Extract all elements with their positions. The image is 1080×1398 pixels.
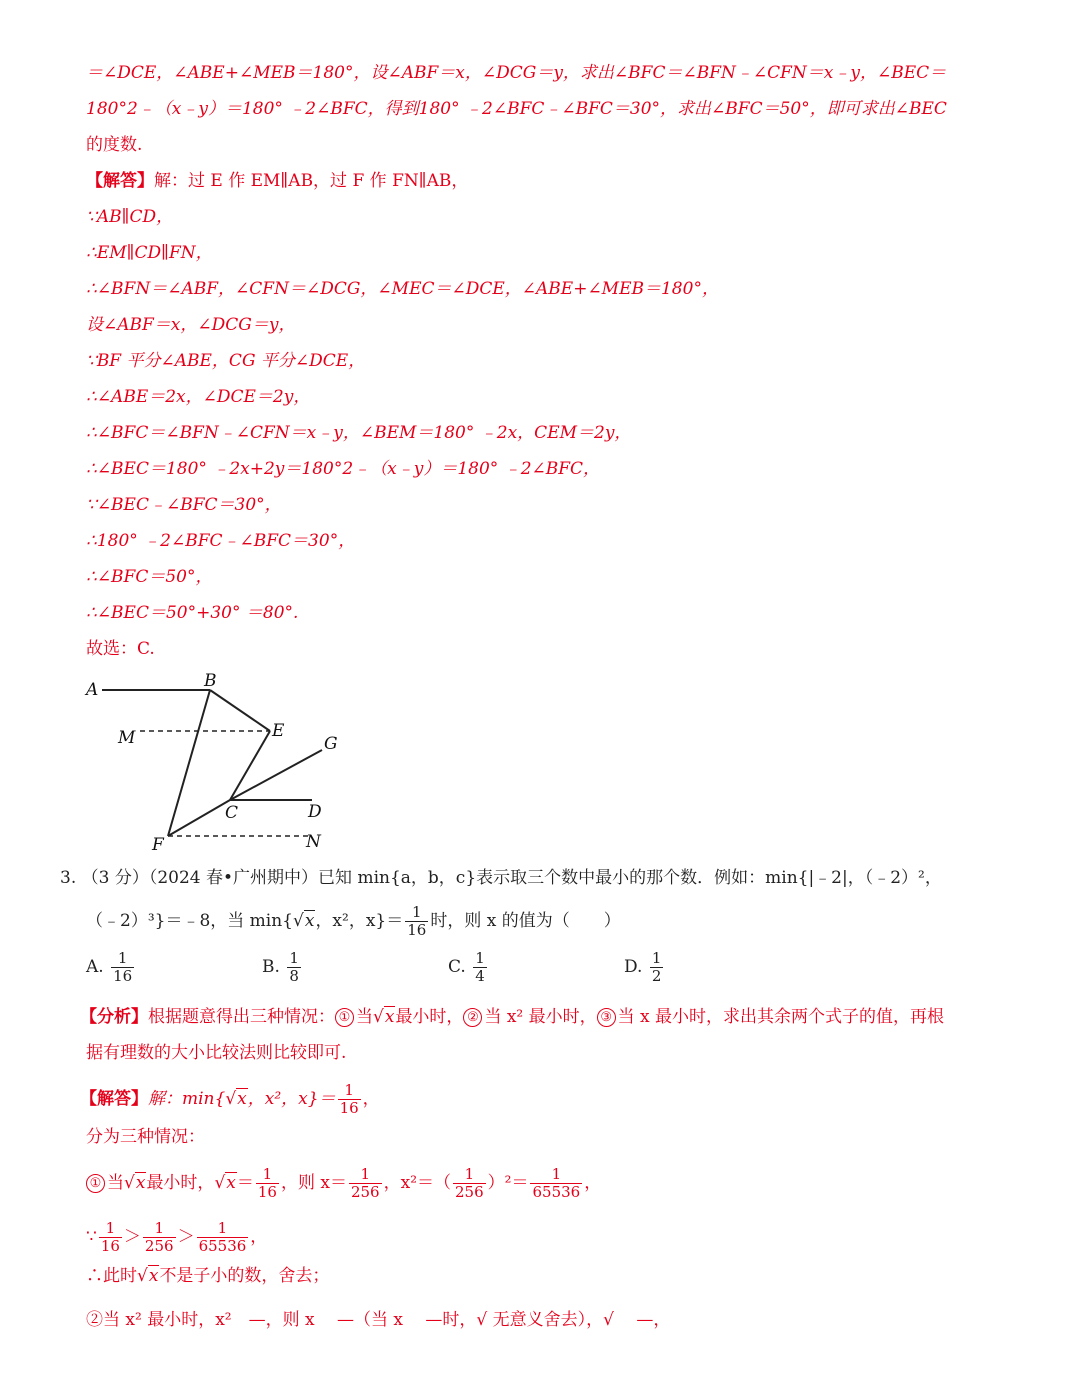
discard-line [86,1264,329,1288]
fraction: $\frac{1}{65536}$ [198,1219,247,1255]
analysis-text: 根据题意得出三种情况： [148,1007,335,1027]
answer-tag: 【解答】 [80,1089,148,1109]
case-text: ，则 x＝ [280,1173,347,1193]
label-e: E [272,721,285,741]
three-cases: 分为三种情况： [86,1127,205,1147]
analysis-text: 当 x² 最小时， [484,1007,597,1027]
analysis-3-line-1 [80,1005,944,1029]
solution-step: ∴∠BFN＝∠ABF，∠CFN＝∠DCG，∠MEC＝∠DCE，∠ABE+∠MEB＝180°， [86,279,719,299]
fraction: $\frac{1}{65536}$ [532,1165,581,1201]
label-d: D [308,802,322,822]
geometry-figure [80,670,360,855]
option-fraction: $\frac{1}{4}$ [475,949,485,985]
case-text: ）²＝ [487,1173,529,1193]
line-be [210,690,270,731]
analysis-text: 当 x 最小时，求出其余两个式子的值，再根 [617,1007,945,1027]
solution-step: ∴∠BEC＝180° ﹣2x+2y＝180°2﹣（x﹣y）＝180° ﹣2∠BFC， [86,459,601,479]
circled-number: ① [335,1008,354,1027]
sqrt-symbol: √ [124,1173,135,1193]
case-2: ②当 x² 最小时，x² —，则 x —（当 x —时，√ 无意义舍去），√ —， [86,1310,671,1330]
comparison-end: ， [250,1227,268,1247]
solution-conclusion: 故选：C. [86,639,155,659]
sqrt-symbol: √ [214,1173,226,1193]
solution-step: ∴180° ﹣2∠BFC﹣∠BFC＝30°， [86,531,356,551]
case-1 [86,1166,601,1201]
option-letter: D. [624,957,643,977]
circled-number: ① [86,1174,105,1193]
answer-intro [86,169,468,193]
option-letter: C. [448,957,466,977]
analysis-3-line-2: 据有理数的大小比较法则比较即可. [86,1043,347,1063]
label-f: F [152,835,164,855]
option-b[interactable] [262,950,303,985]
answer-3-intro [80,1082,380,1117]
sqrt-symbol: √ [225,1089,237,1109]
sqrt-x: x [304,911,315,931]
sqrt-x: x [148,1266,159,1286]
label-g: G [324,734,338,754]
solution-step: ∴∠BFC＝∠BFN﹣∠CFN＝x﹣y，∠BEM＝180° ﹣2x，CEM＝2y， [86,423,632,443]
solution-step: ∴∠BFC＝50°， [86,567,213,587]
fraction: $\frac{1}{256}$ [455,1165,484,1201]
gt-symbol: ＞ [123,1227,141,1247]
sqrt-x: x [135,1173,146,1193]
sqrt-symbol: √ [293,911,304,931]
option-letter: A. [86,957,104,977]
answer-text: 解：min{ [148,1089,226,1109]
answer-intro-text: 解：过 E 作 EM∥AB，过 F 作 FN∥AB， [154,171,469,191]
analysis-line-2: 180°2﹣（x﹣y）＝180° ﹣2∠BFC，得到180° ﹣2∠BFC﹣∠BFC＝30°，求出∠BFC＝50°，即可求出∠BEC [86,99,947,119]
label-c: C [225,803,239,823]
label-n: N [306,832,321,852]
label-b: B [204,671,217,691]
solution-step: ∴EM∥CD∥FN， [86,243,213,263]
solution-step: ∵AB∥CD， [86,207,174,227]
discard-text: ∴此时 [86,1266,137,1286]
case-text: ＝ [236,1173,254,1193]
sqrt-symbol: √ [373,1007,384,1027]
solution-step: 设∠ABF＝x，∠DCG＝y， [86,315,296,335]
case-text: ， [584,1173,602,1193]
question-3-line-2 [86,904,621,939]
analysis-text: 最小时， [395,1007,464,1027]
question-number: 3. [60,868,77,888]
question-stem: （3 分）（2024 春•广州期中）已知 min{a，b，c}表示取三个数中最小的那个数．例如：min{|﹣2|，（﹣2）²， [81,868,942,888]
option-fraction: $\frac{1}{16}$ [113,949,133,985]
because-symbol: ∵ [86,1227,97,1247]
case-text: ，x²＝（ [383,1173,452,1193]
solution-step: ∵BF 平分∠ABE，CG 平分∠DCE， [86,351,366,371]
question-stem-part: （﹣2）³}＝﹣8，当 min{ [86,911,293,931]
analysis-line-1: ＝∠DCE，∠ABE+∠MEB＝180°，设∠ABF＝x，∠DCG＝y，求出∠BFC＝∠BFN﹣∠CFN＝x﹣y，∠BEC＝ [86,63,947,83]
question-stem-part: ，x²，x}＝ [315,911,404,931]
fraction: $\frac{1}{16}$ [339,1081,359,1117]
sqrt-x: x [226,1173,236,1193]
fraction: $\frac{1}{256}$ [350,1165,380,1201]
analysis-line-3: 的度数. [86,135,143,155]
gt-symbol: ＞ [177,1227,195,1247]
option-c[interactable] [448,950,489,985]
sqrt-symbol: √ [137,1266,148,1286]
fraction: $\frac{1}{16}$ [257,1165,277,1201]
label-m: M [118,728,136,748]
sqrt-x: x [384,1007,395,1027]
sqrt-x: x [237,1089,247,1109]
question-stem-part: 时，则 x 的值为（ ） [430,911,621,931]
discard-text: 不是子小的数，舍去； [159,1266,330,1286]
answer-text: ，x²，x}＝ [247,1089,336,1109]
fraction: $\frac{1}{16}$ [100,1219,120,1255]
fraction-1-16: $\frac{1}{16}$ [407,903,427,939]
option-fraction: $\frac{1}{2}$ [651,949,662,985]
comparison [86,1220,267,1255]
question-3-line-1 [60,866,942,890]
line-bf [168,690,210,836]
solution-step: ∴∠ABE＝2x，∠DCE＝2y， [86,387,311,407]
case-text: 最小时， [146,1173,215,1193]
solution-step: ∵∠BEC﹣∠BFC＝30°， [86,495,282,515]
option-fraction: $\frac{1}{8}$ [289,949,299,985]
option-d[interactable] [624,950,665,985]
circled-number: ② [463,1008,482,1027]
circled-number: ③ [597,1008,616,1027]
analysis-tag: 【分析】 [80,1007,148,1027]
solution-step: ∴∠BEC＝50°+30° ＝80°. [86,603,299,623]
answer-tag: 【解答】 [86,171,154,191]
label-a: A [86,680,99,700]
answer-text: ， [362,1089,380,1109]
case-text: 当 [107,1173,124,1193]
analysis-text: 当 [356,1007,373,1027]
option-letter: B. [262,957,280,977]
option-a[interactable] [86,950,136,985]
fraction: $\frac{1}{256}$ [144,1219,174,1255]
